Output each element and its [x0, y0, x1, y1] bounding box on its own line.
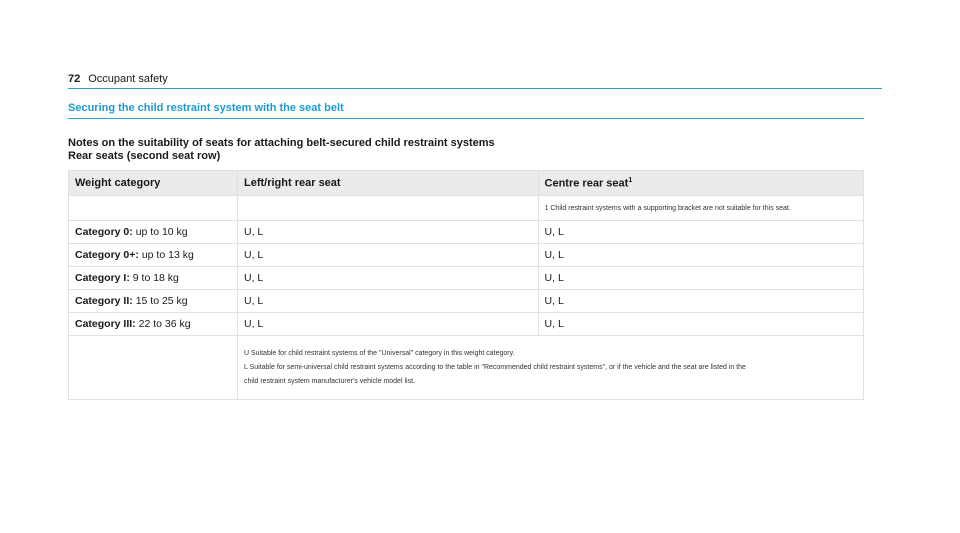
centre-value: U, L — [538, 313, 863, 336]
category-label: Category III: — [75, 318, 136, 330]
left-right-value: U, L — [238, 290, 539, 313]
notes-line-2: Rear seats (second seat row) — [68, 150, 221, 162]
legend-l-line1: L Suitable for semi-universal child restraint systems according to the table in "Recommended child restraint systems", or if the vehicle and the seat are listed in the — [244, 363, 746, 371]
column-header-centre-label: Centre rear seat — [544, 177, 629, 190]
centre-value: U, L — [538, 267, 863, 290]
table-row — [69, 267, 864, 290]
footnote-marker: 1 — [628, 176, 633, 184]
suitability-table — [68, 170, 864, 400]
weight-range: up to 10 kg — [135, 226, 188, 238]
table-row — [69, 244, 864, 267]
centre-value: U, L — [538, 290, 863, 313]
table-row — [69, 221, 864, 244]
section-divider — [68, 118, 864, 119]
weight-range: 15 to 25 kg — [135, 295, 188, 307]
weight-range: 9 to 18 kg — [132, 272, 179, 284]
table-row — [69, 290, 864, 313]
left-right-value: U, L — [238, 244, 539, 267]
weight-range: up to 13 kg — [141, 249, 194, 261]
table-notes — [68, 137, 495, 163]
column-header-centre — [538, 171, 863, 196]
weight-range: 22 to 36 kg — [138, 318, 191, 330]
legend-u: U Suitable for child restraint systems of the "Universal" category in this weight category. — [244, 349, 515, 357]
section-title: Securing the child restraint system with the seat belt — [68, 102, 344, 114]
category-label: Category 0+: — [75, 249, 139, 261]
page-number: 72 — [68, 73, 81, 85]
footnote-row — [69, 196, 864, 221]
legend — [238, 336, 864, 400]
category-label: Category I: — [75, 272, 130, 284]
table-header-row — [69, 171, 864, 196]
column-header-weight: Weight category — [69, 171, 238, 196]
column-header-left-right: Left/right rear seat — [238, 171, 539, 196]
footnote-text: 1 Child restraint systems with a supporting bracket are not suitable for this seat. — [538, 196, 863, 221]
header-divider — [68, 88, 882, 89]
page-header — [68, 73, 882, 85]
table-row — [69, 313, 864, 336]
page-section-name: Occupant safety — [88, 73, 168, 85]
notes-line-1: Notes on the suitability of seats for attaching belt-secured child restraint systems — [68, 137, 495, 149]
category-label: Category 0: — [75, 226, 133, 238]
centre-value: U, L — [538, 221, 863, 244]
left-right-value: U, L — [238, 313, 539, 336]
legend-row — [69, 336, 864, 400]
left-right-value: U, L — [238, 221, 539, 244]
category-label: Category II: — [75, 295, 133, 307]
centre-value: U, L — [538, 244, 863, 267]
legend-l-line2: child restraint system manufacturer's vehicle model list. — [244, 377, 415, 385]
left-right-value: U, L — [238, 267, 539, 290]
